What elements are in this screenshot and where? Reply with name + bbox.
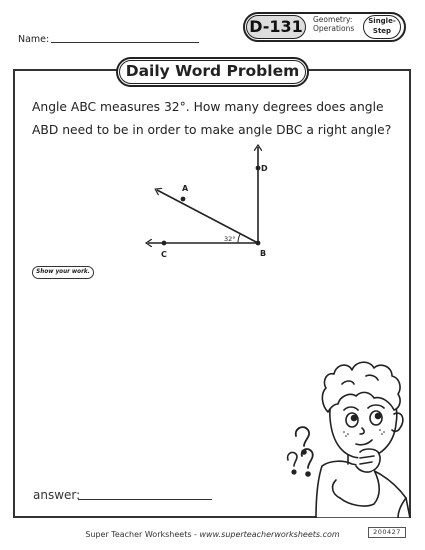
- answer-label: answer:: [33, 488, 81, 502]
- page-title: Daily Word Problem: [119, 60, 306, 84]
- footer-site: www.superteacherworksheets.com: [199, 530, 340, 539]
- label-a: A: [182, 184, 189, 193]
- name-label: Name:: [18, 34, 50, 45]
- ray-ba: [157, 190, 258, 243]
- point-d: [256, 166, 261, 171]
- worksheet-code: D-131: [246, 15, 306, 39]
- point-c: [162, 241, 167, 246]
- show-work-tag: Show your work.: [32, 266, 94, 279]
- topic-line-1: Geometry:: [313, 15, 353, 24]
- angle-arc: [238, 234, 240, 243]
- footer: [0, 530, 425, 539]
- answer-line[interactable]: [78, 499, 212, 500]
- point-a: [181, 197, 186, 202]
- label-c: C: [161, 250, 167, 259]
- angle-label: 32°: [224, 235, 236, 243]
- step-line-2: Step: [372, 27, 392, 35]
- footer-code: 200427: [368, 527, 406, 538]
- step-line-1: Single-: [368, 17, 396, 25]
- topic-line-2: Operations: [313, 24, 355, 33]
- label-b: B: [260, 249, 267, 258]
- label-d: D: [261, 164, 268, 173]
- question-text: Angle ABC measures 32°. How many degrees does angle ABD need to be in order to make angle DBC a right angle?: [32, 100, 392, 137]
- footer-brand: Super Teacher Worksheets -: [85, 530, 200, 539]
- thinking-boy-illustration: [282, 348, 412, 518]
- point-b: [256, 241, 261, 246]
